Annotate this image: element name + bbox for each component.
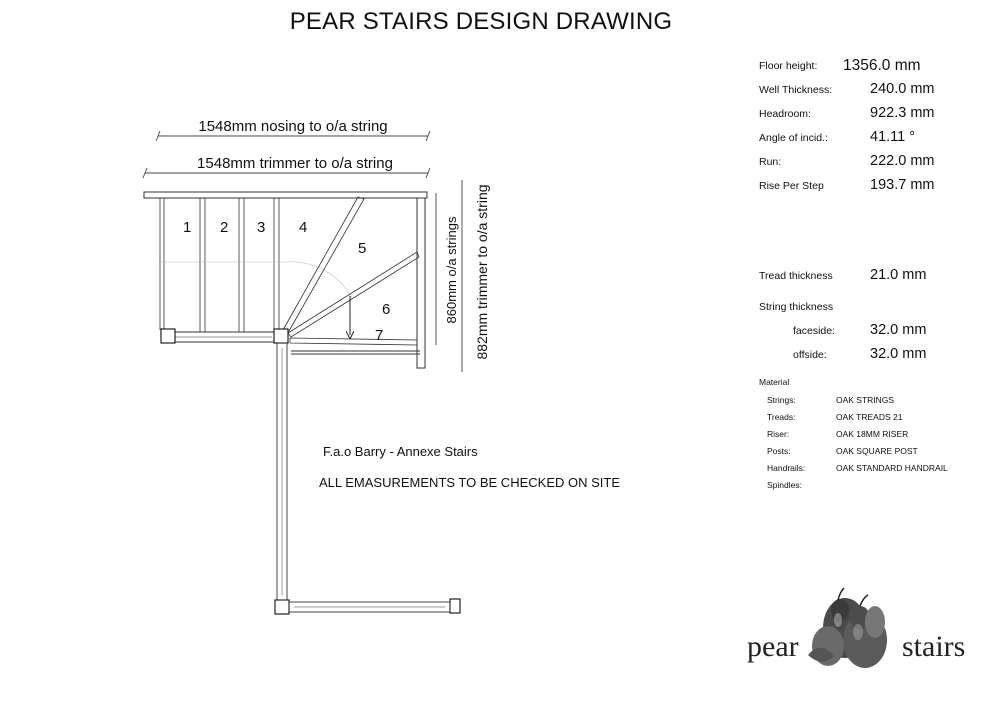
trimmer-dimension-label: 1548mm trimmer to o/a string xyxy=(197,155,393,172)
string-thickness-label: String thickness xyxy=(759,301,834,313)
material-handrails-label: Handrails: xyxy=(767,463,806,473)
material-posts-value: OAK SQUARE POST xyxy=(836,446,918,456)
left-side-string xyxy=(160,198,164,330)
run-value: 222.0 mm xyxy=(870,153,935,169)
faceside-value: 32.0 mm xyxy=(870,322,927,338)
step-number-7: 7 xyxy=(375,327,384,344)
fao-note: F.a.o Barry - Annexe Stairs xyxy=(323,444,478,459)
trimmer-vertical-dimension-label: 882mm trimmer to o/a string xyxy=(474,184,490,360)
nosing-dimension-label: 1548mm nosing to o/a string xyxy=(198,118,388,135)
material-treads-value: OAK TREADS 21 xyxy=(836,412,903,422)
floor-height-value: 1356.0 mm xyxy=(843,57,921,74)
offside-label: offside: xyxy=(793,349,827,361)
logo-text-pear: pear xyxy=(747,630,799,663)
step-number-4: 4 xyxy=(299,219,308,236)
well-thickness-label: Well Thickness: xyxy=(759,84,833,96)
step-number-1: 1 xyxy=(183,219,192,236)
angle-label: Angle of incid.: xyxy=(759,132,828,144)
bottom-string xyxy=(164,332,277,342)
run-label: Run: xyxy=(759,156,782,168)
floor-height-label: Floor height: xyxy=(759,60,818,72)
offside-value: 32.0 mm xyxy=(870,346,927,362)
headroom-label: Headroom: xyxy=(759,108,811,120)
top-wall-string xyxy=(144,192,427,198)
rise-per-step-value: 193.7 mm xyxy=(870,177,935,193)
step-number-6: 6 xyxy=(382,301,391,318)
logo-text-stairs: stairs xyxy=(902,630,966,663)
material-strings-value: OAK STRINGS xyxy=(836,395,895,405)
vertical-balustrade xyxy=(277,343,287,600)
material-riser-label: Riser: xyxy=(767,429,790,439)
strings-oa-dimension-label: 860mm o/a strings xyxy=(444,216,459,324)
headroom-value: 922.3 mm xyxy=(870,105,935,121)
material-spindles-label: Spindles: xyxy=(767,480,802,490)
faceside-label: faceside: xyxy=(793,325,836,337)
step-number-5: 5 xyxy=(358,240,367,257)
page-title: PEAR STAIRS DESIGN DRAWING xyxy=(289,8,673,35)
angle-value: 41.11 ° xyxy=(870,129,916,145)
tread-thickness-value: 21.0 mm xyxy=(870,267,927,283)
rise-per-step-label: Rise Per Step xyxy=(759,180,824,192)
step-number-3: 3 xyxy=(257,219,266,236)
tread-thickness-label: Tread thickness xyxy=(759,270,833,282)
material-heading: Material xyxy=(759,377,790,387)
risers xyxy=(200,198,279,332)
landing-bottom-string xyxy=(291,351,420,354)
pear-logo-icon xyxy=(808,588,887,668)
step-number-2: 2 xyxy=(220,219,229,236)
material-handrails-value: OAK STANDARD HANDRAIL xyxy=(836,463,948,473)
right-side-string xyxy=(417,198,425,368)
material-strings-label: Strings: xyxy=(767,395,796,405)
newel-posts xyxy=(161,329,460,614)
material-treads-label: Treads: xyxy=(767,412,796,422)
well-thickness-value: 240.0 mm xyxy=(870,81,935,97)
bottom-balustrade xyxy=(289,602,450,612)
material-riser-value: OAK 18MM RISER xyxy=(836,429,909,439)
material-posts-label: Posts: xyxy=(767,446,791,456)
check-site-note: ALL EMASUREMENTS TO BE CHECKED ON SITE xyxy=(319,475,620,490)
